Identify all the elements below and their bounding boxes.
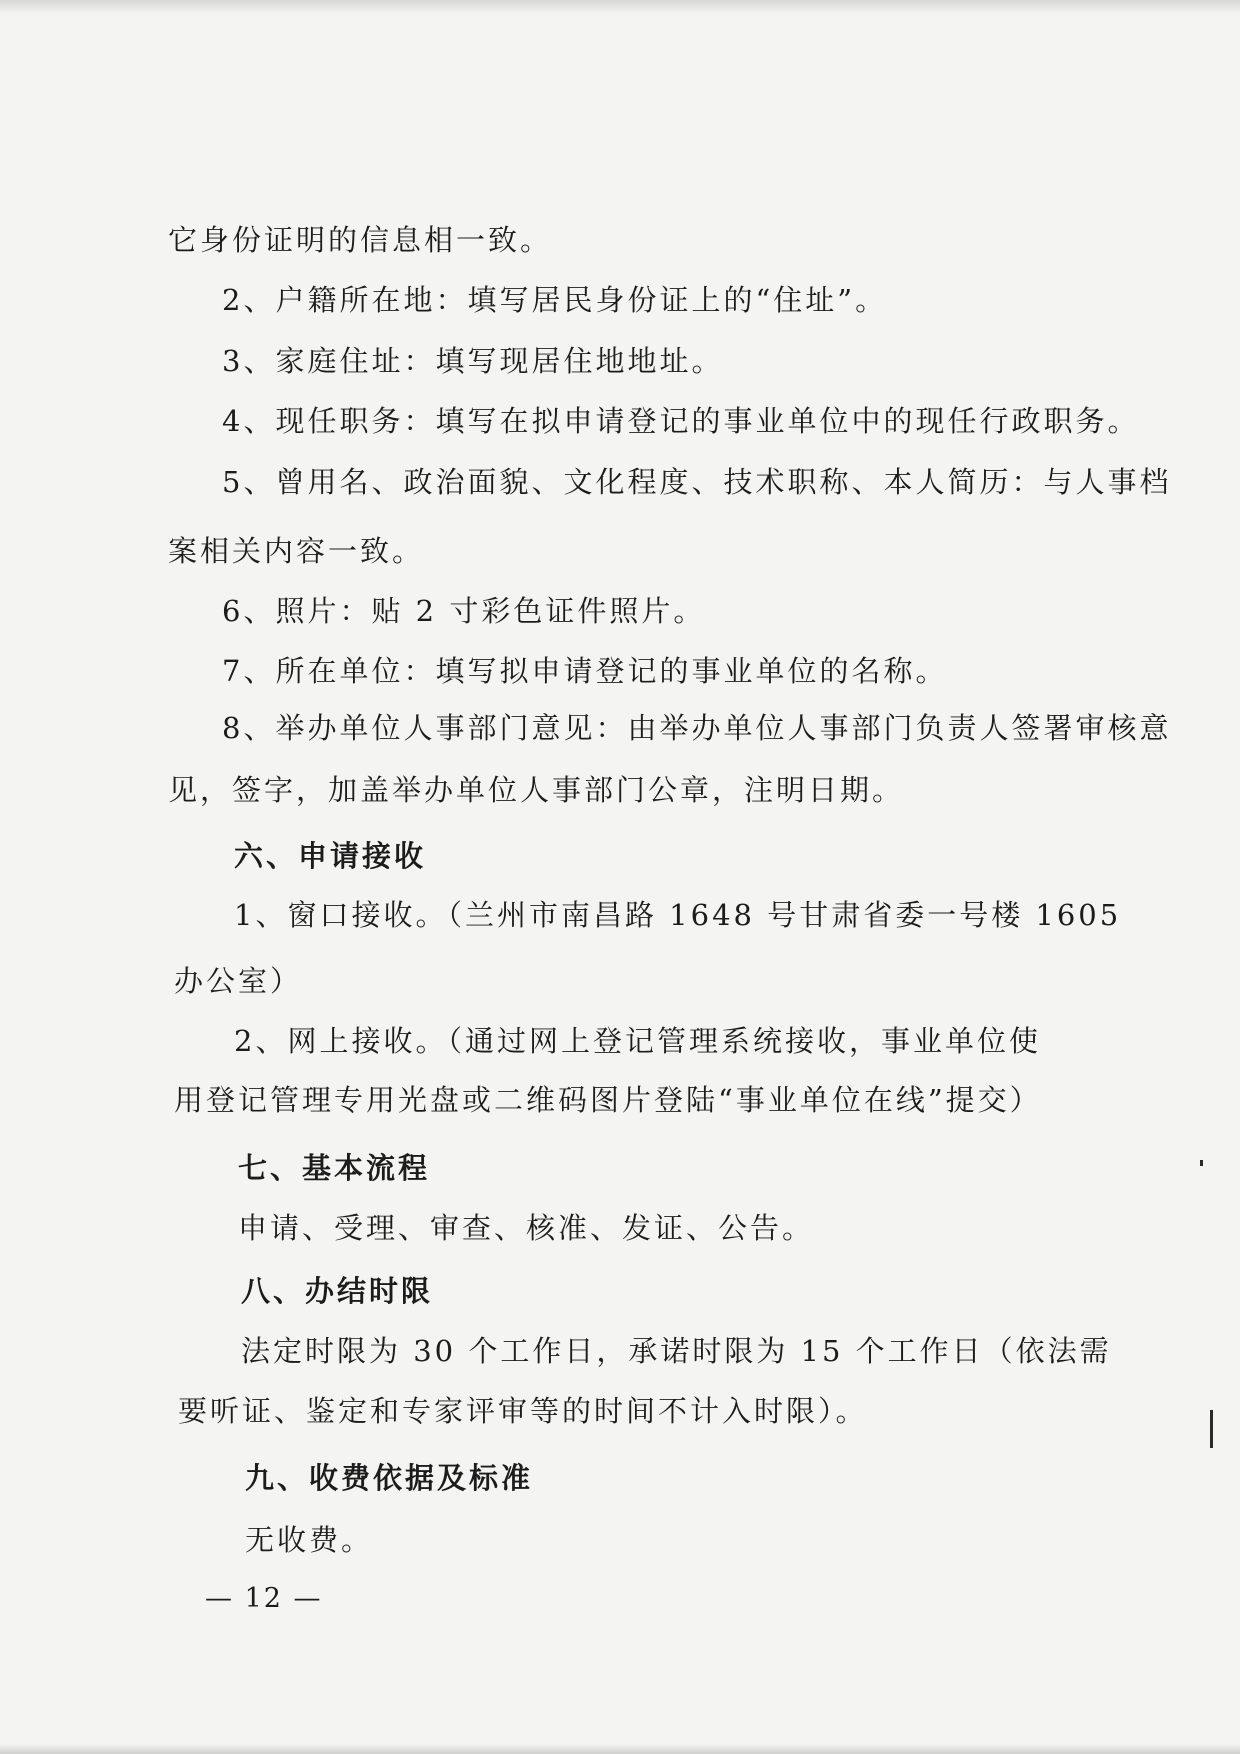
body-line-8: 7、所在单位：填写拟申请登记的事业单位的名称。 [222, 654, 948, 688]
body-line-5: 5、曾用名、政治面貌、文化程度、技术职称、本人简历：与人事档 [222, 465, 1172, 499]
body-line-15: 用登记管理专用光盘或二维码图片登陆“事业单位在线”提交） [174, 1083, 1042, 1117]
body-line-19: 法定时限为 30 个工作日，承诺时限为 15 个工作日（依法需 [241, 1334, 1112, 1368]
scan-mark-dot [1200, 1160, 1203, 1166]
scan-mark-right [1210, 1410, 1213, 1448]
section-heading-application-receipt: 六、申请接收 [234, 839, 427, 873]
body-line-4: 4、现任职务：填写在拟申请登记的事业单位中的现任行政职务。 [222, 404, 1140, 438]
body-line-3: 3、家庭住址：填写现居住地地址。 [222, 344, 724, 378]
section-heading-fee-basis: 九、收费依据及标准 [245, 1461, 534, 1495]
section-heading-time-limit: 八、办结时限 [241, 1274, 434, 1308]
body-line-20: 要听证、鉴定和专家评审等的时间不计入时限）。 [178, 1394, 868, 1428]
body-line-9: 8、举办单位人事部门意见：由举办单位人事部门负责人签署审核意 [222, 711, 1172, 745]
body-line-7: 6、照片：贴 2 寸彩色证件照片。 [222, 594, 706, 628]
body-line-12: 1、窗口接收。（兰州市南昌路 1648 号甘肃省委一号楼 1605 [234, 898, 1122, 932]
scan-bottom-edge [0, 1744, 1240, 1754]
body-line-2: 2、户籍所在地：填写居民身份证上的“住址”。 [222, 283, 888, 317]
page-number: — 12 — [205, 1583, 323, 1614]
body-line-14: 2、网上接收。（通过网上登记管理系统接收，事业单位使 [234, 1024, 1041, 1058]
section-heading-basic-process: 七、基本流程 [238, 1151, 431, 1185]
scan-top-edge [0, 0, 1240, 14]
body-line-13: 办公室） [174, 964, 303, 998]
body-line-17: 申请、受理、审查、核准、发证、公告。 [238, 1211, 815, 1245]
body-line-22: 无收费。 [245, 1523, 374, 1557]
body-line-6: 案相关内容一致。 [168, 534, 425, 568]
body-line-10: 见，签字，加盖举办单位人事部门公章，注明日期。 [168, 773, 905, 807]
body-line-1: 它身份证明的信息相一致。 [168, 223, 553, 257]
